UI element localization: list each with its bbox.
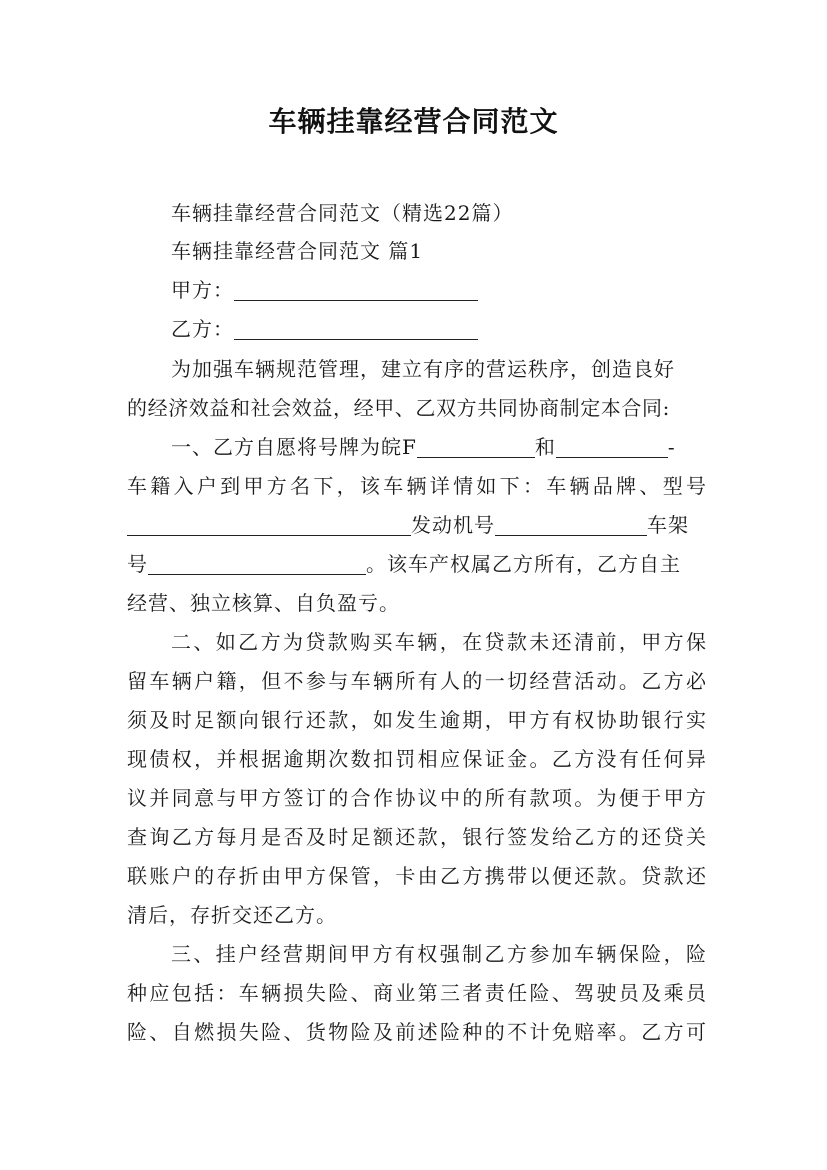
intro-line-1: 为加强车辆规范管理，建立有序的营运秩序，创造良好 <box>171 357 675 381</box>
party-a-line <box>171 271 707 309</box>
clause3-line-1: 三、挂户经营期间甲方有权强制乙方参加车辆保险，险 <box>171 942 707 966</box>
clause2-line-8: 清后，存折交还乙方。 <box>127 903 337 927</box>
party-a-blank <box>234 278 478 301</box>
brand-model-blank <box>127 513 411 536</box>
document-title: 车辆挂靠经营合同范文 <box>268 105 559 138</box>
engine-number-label: 发动机号 <box>411 513 495 537</box>
frame-number-label: 号 <box>127 552 148 576</box>
clause2-line-7: 联账户的存折由甲方保管，卡由乙方携带以便还款。贷款还 <box>127 864 707 888</box>
ownership-text: 。该车产权属乙方所有，乙方自主 <box>366 552 681 576</box>
clause2-line-5: 议并同意与甲方签订的合作协议中的所有款项。为便于甲方 <box>127 786 707 810</box>
chapter-heading: 车辆挂靠经营合同范文 篇1 <box>171 239 424 263</box>
engine-number-blank <box>495 513 647 536</box>
clause1-plate-prefix: 一、乙方自愿将号牌为皖F <box>171 435 417 459</box>
clause3-line-3: 险、自燃损失险、货物险及前述险种的不计免赔率。乙方可 <box>127 1020 707 1044</box>
clause2-line-3: 须及时足额向银行还款，如发生逾期，甲方有权协助银行实 <box>127 708 707 732</box>
clause1-line-3 <box>127 506 707 544</box>
party-b-line <box>171 310 707 348</box>
party-a-label: 甲方： <box>171 278 234 302</box>
clause2-line-2: 留车辆户籍，但不参与车辆所有人的一切经营活动。乙方必 <box>127 669 707 693</box>
clause1-line-1 <box>171 428 707 466</box>
clause2-line-6: 查询乙方每月是否及时足额还款，银行签发给乙方的还贷关 <box>127 825 707 849</box>
clause1-line-2: 车籍入户到甲方名下，该车辆详情如下：车辆品牌、型号 <box>127 474 707 498</box>
frame-number-blank <box>148 552 366 575</box>
party-b-blank <box>234 317 478 340</box>
party-b-label: 乙方： <box>171 317 234 341</box>
clause1-and: 和 <box>534 435 556 459</box>
frame-label: 车架 <box>647 513 689 537</box>
clause2-line-4: 现债权，并根据逾期次数扣罚相应保证金。乙方没有任何异 <box>127 747 707 771</box>
clause3-line-2: 种应包括：车辆损失险、商业第三者责任险、驾驶员及乘员 <box>127 981 707 1005</box>
intro-line-2: 的经济效益和社会效益，经甲、乙双方共同协商制定本合同: <box>127 396 670 420</box>
plate-number-blank-2 <box>556 435 668 458</box>
clause1-line-4 <box>127 545 707 583</box>
clause1-dash: - <box>667 435 676 459</box>
clause2-line-1: 二、如乙方为贷款购买车辆，在贷款未还清前，甲方保 <box>171 630 707 654</box>
clause1-line-5: 经营、独立核算、自负盈亏。 <box>127 591 400 615</box>
plate-number-blank-1 <box>417 435 535 458</box>
subtitle-line: 车辆挂靠经营合同范文（精选22篇） <box>171 201 514 225</box>
